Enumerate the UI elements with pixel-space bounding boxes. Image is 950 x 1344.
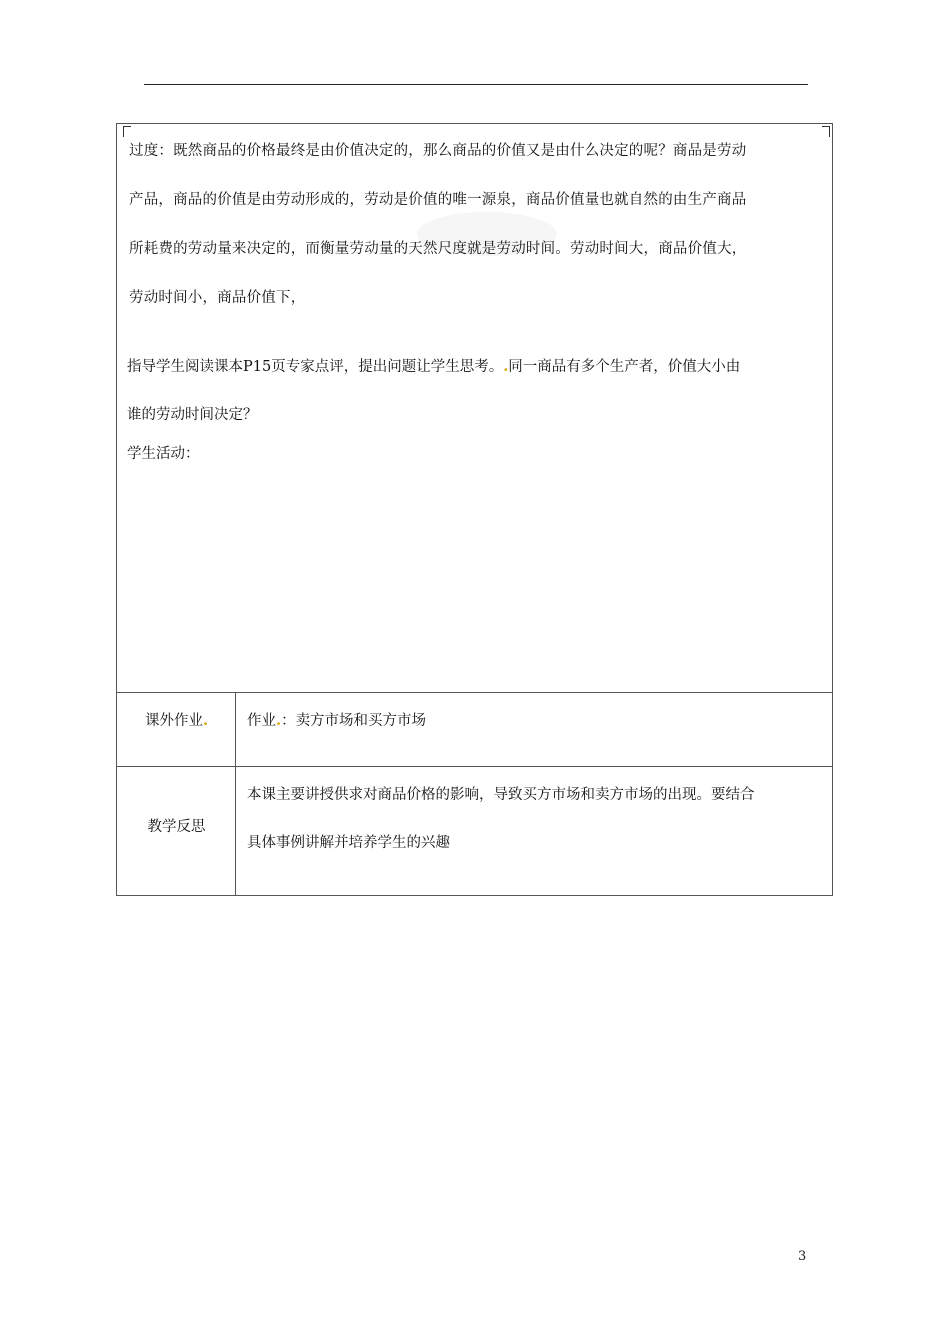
marker-dot: .: [503, 358, 509, 375]
homework-content-prefix: 作业: [247, 713, 276, 729]
marker-dot: .: [276, 712, 282, 729]
homework-label: [117, 709, 236, 730]
reflection-label: 教学反思: [147, 819, 206, 835]
transition-line: 产品，商品的价值是由劳动形成的，劳动是价值的唯一源泉，商品价值量也就自然的由生产商品: [129, 192, 747, 208]
guide-line-1: [127, 343, 832, 391]
reflection-label-cell: [117, 767, 236, 895]
lesson-body-row: [117, 124, 832, 693]
reflection-content: [247, 771, 832, 867]
homework-row: [117, 693, 832, 767]
guide-text-part-2: 同一商品有多个生产者，价值大小由: [508, 359, 741, 375]
lesson-table: [116, 123, 833, 896]
guide-paragraph: [127, 343, 832, 439]
marker-dot: .: [202, 712, 209, 729]
reflection-line: 具体事例讲解并培养学生的兴趣: [247, 835, 450, 851]
header-rule: [144, 84, 808, 85]
homework-label-cell: [117, 693, 236, 766]
transition-paragraph: [129, 127, 829, 323]
homework-content: 作业.：卖方市场和买方市场: [247, 712, 427, 729]
transition-line: 过度：既然商品的价格最终是由价值决定的，那么商品的价值又是由什么决定的呢？商品是劳动: [129, 143, 747, 159]
page-number: 3: [798, 1249, 807, 1264]
transition-line: 劳动时间小，商品价值下，: [129, 290, 306, 306]
student-activity-label: 学生活动：: [127, 446, 200, 462]
reflection-row: [117, 767, 832, 895]
transition-line: 所耗费的劳动量来决定的，而衡量劳动量的天然尺度就是劳动时间。劳动时间大，商品价值大，: [129, 241, 747, 257]
homework-label-text: 课外作业: [144, 713, 203, 729]
reflection-line: 本课主要讲授供求对商品价格的影响，导致买方市场和卖方市场的出现。要结合: [247, 787, 755, 803]
guide-line-2: 谁的劳动时间决定？: [127, 407, 258, 423]
guide-text-part-1: 指导学生阅读课本P15页专家点评，提出问题让学生思考。: [127, 359, 504, 375]
homework-content-text: 卖方市场和买方市场: [295, 713, 427, 729]
